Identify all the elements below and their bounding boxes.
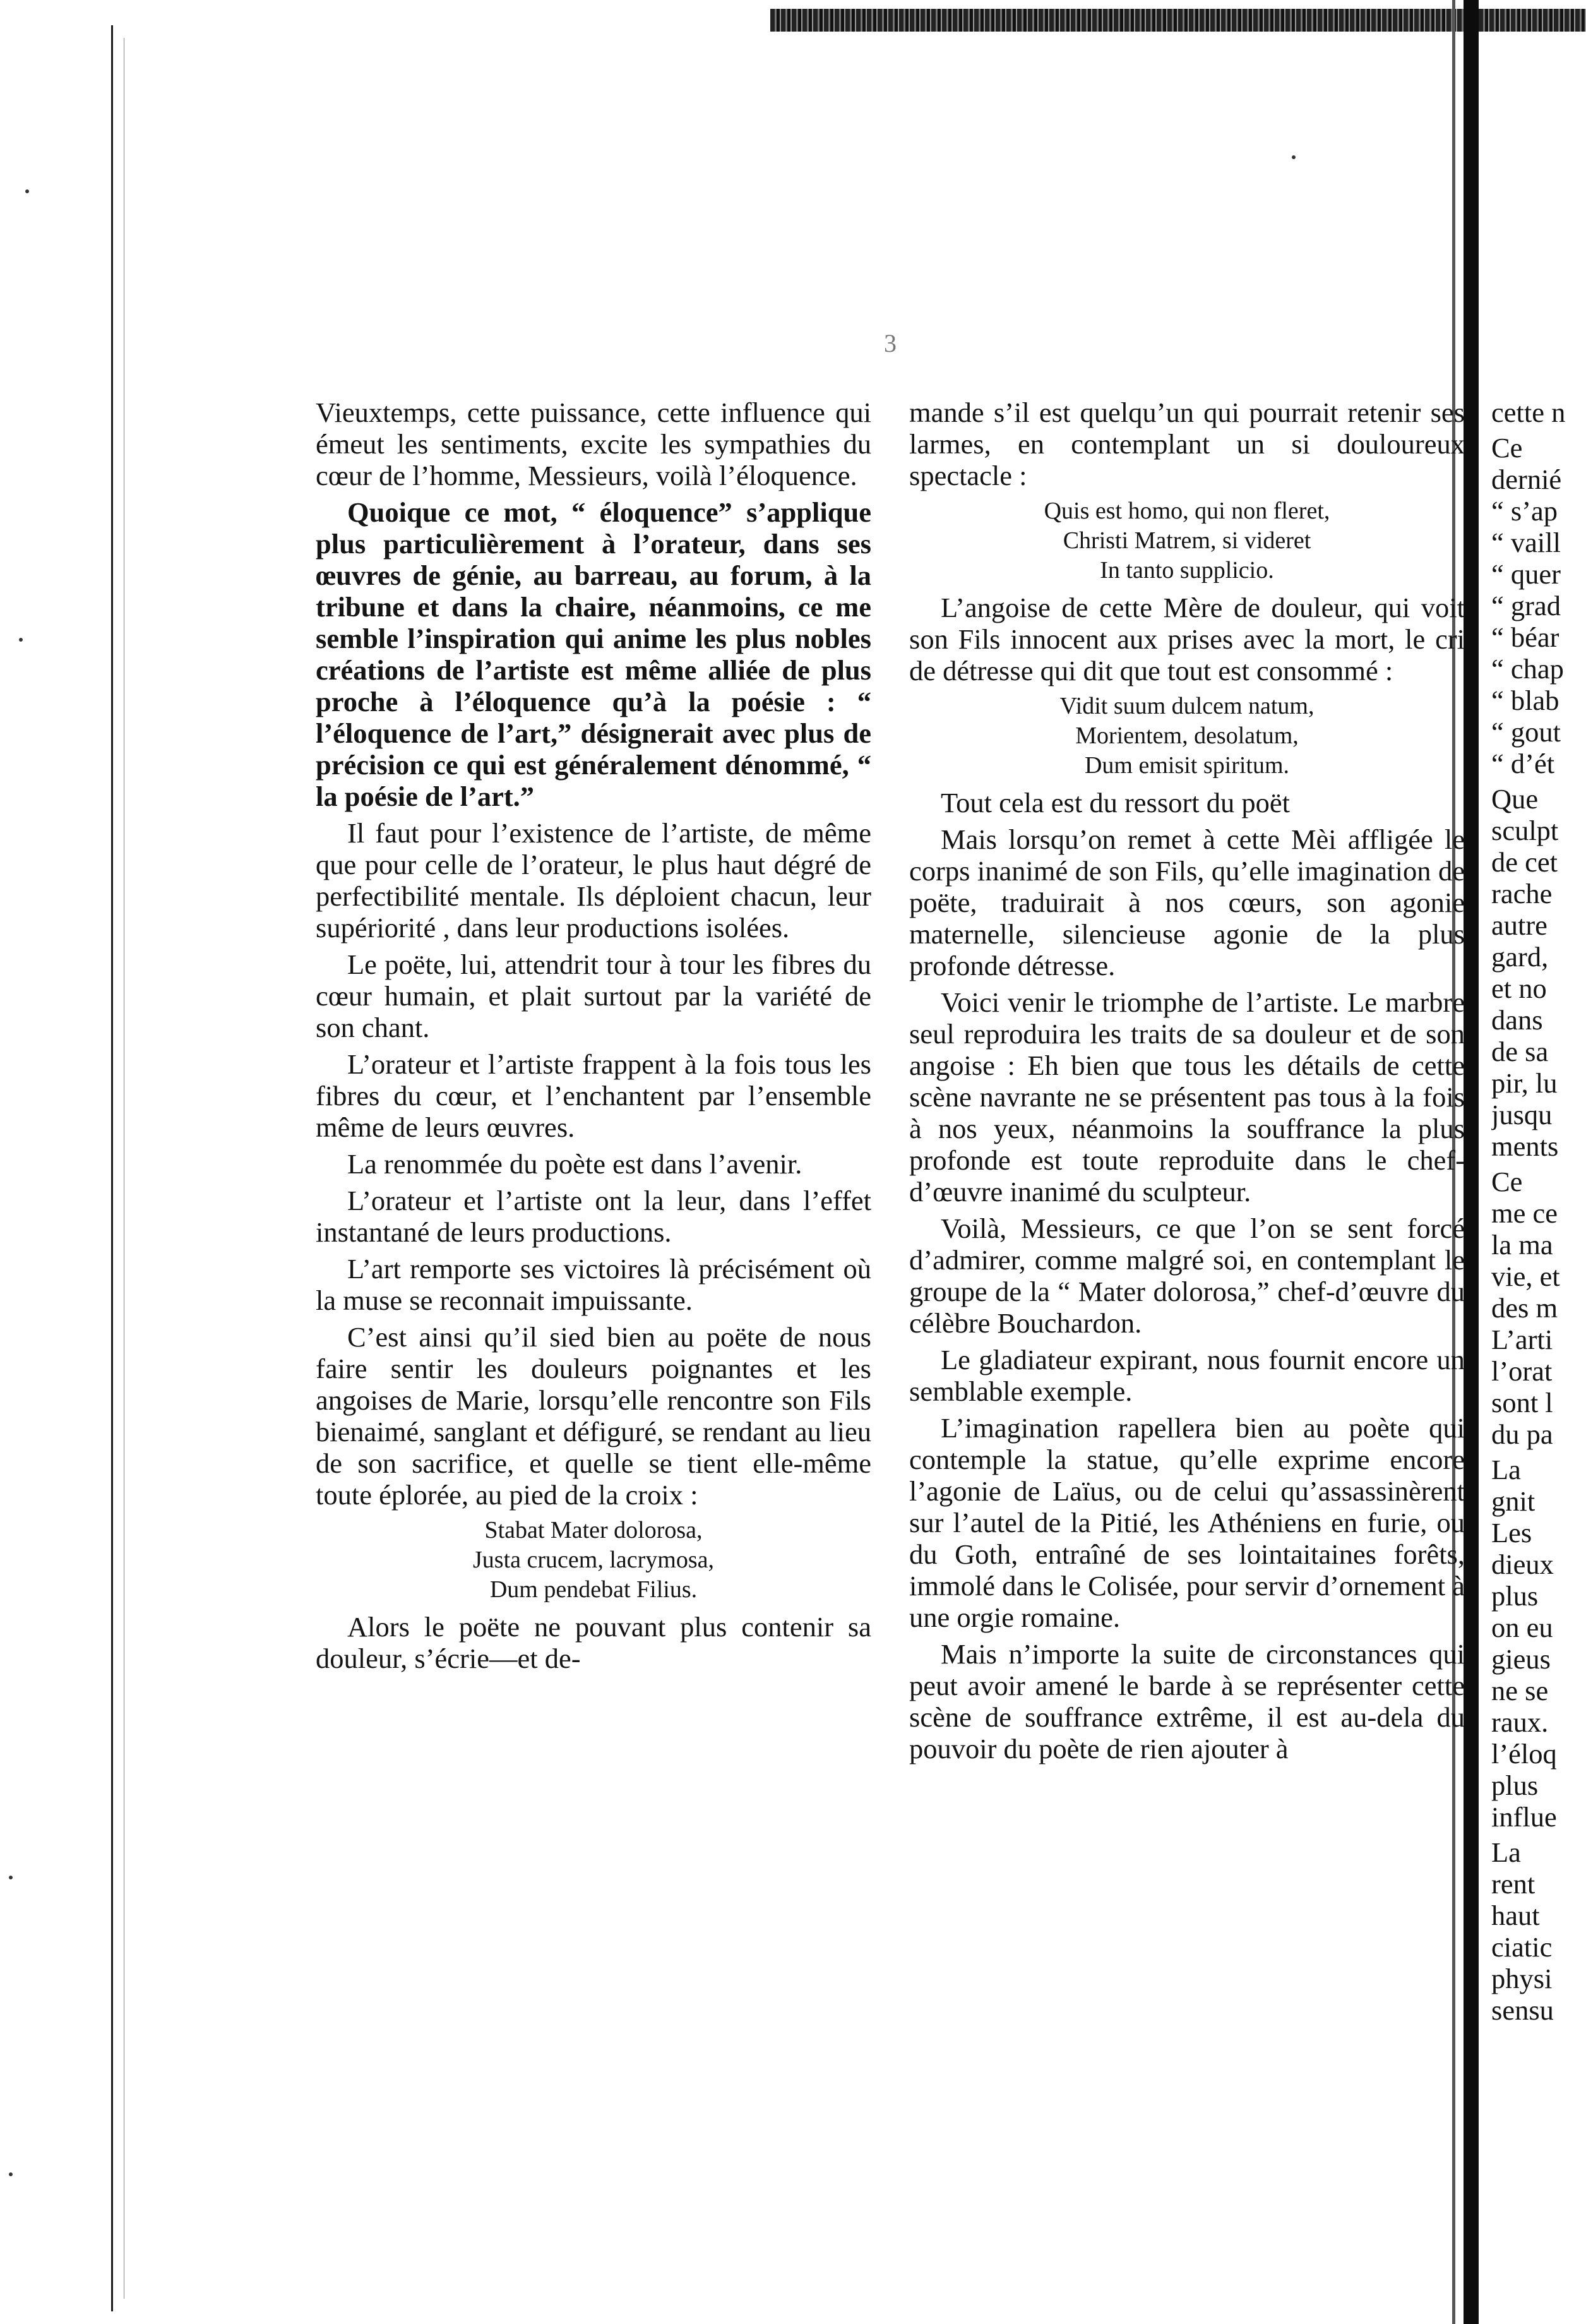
clipped-text-line: “ vaill [1491,527,1561,558]
clipped-text-line: “ chap [1491,653,1564,685]
binding-gutter [1464,0,1479,2324]
clipped-text-line: vie, et [1491,1261,1560,1292]
clipped-text-line: haut [1491,1900,1540,1931]
clipped-text-line: pir, lu [1491,1067,1558,1099]
clipped-text-line: “ blab [1491,685,1559,716]
verse-line: Vidit suum dulcem natum, [1059,693,1315,719]
paragraph: L’orateur et l’artiste frappent à la fois tous les fibres du cœur, et l’enchantent par l’ensemble même de leurs œuvres. [316,1048,871,1143]
paragraph: Quoique ce mot, “ éloquence” s’applique plus particulièrement à l’orateur, dans ses œuvres de génie, au barreau, au forum, à la tribune et dans la chaire, néanmoins, ce me semble l’inspiration qui anime les plus nobles créations de l’artiste est même alliée de plus proche à l’éloquence qu’à la poésie : “ l’éloquence de l’art,” désignerait avec plus de précision ce qui est généralement dénommé, “ la poésie de l’art.” [316,496,871,812]
paragraph: C’est ainsi qu’il sied bien au poëte de nous faire sentir les douleurs poignantes et les angoises de Marie, lorsqu’elle rencontre son Fils bienaimé, sanglant et défiguré, se rendant au lieu de son sacrifice, et quelle se tient elle-même toute éplorée, au pied de la croix : [316,1321,871,1511]
scan-speck [25,189,29,193]
verse-line: Morientem, desolatum, [1075,722,1299,749]
paragraph: L’orateur et l’artiste ont la leur, dans l’effet instantané de leurs productions. [316,1185,871,1248]
clipped-text-line: gnit [1491,1485,1535,1517]
clipped-text-line: Ce [1491,1166,1523,1197]
paragraph: Le poëte, lui, attendrit tour à tour les fibres du cœur humain, et plait surtout par la variété de son chant. [316,949,871,1043]
clipped-text-line: Que [1491,783,1539,815]
clipped-text-line: rache [1491,878,1553,909]
clipped-text-line: et no [1491,973,1547,1004]
clipped-text-line: sensu [1491,1994,1554,2026]
paragraph: La renommée du poète est dans l’avenir. [347,1148,802,1180]
latin-verse [909,496,1465,585]
paragraph: Mais lorsqu’on remet à cette Mèi affligée le corps inanimé de son Fils, qu’elle imagination de poëte, traduirait à nos cœurs, son agonie maternelle, silencieuse agonie de la plus profonde détresse. [909,824,1465,981]
clipped-text-line: physi [1491,1963,1553,1994]
text-column-middle [909,397,1465,1770]
paragraph: L’imagination rapellera bien au poète qui contemple la statue, qu’elle exprime encore l’agonie de Laïus, ou de celui qu’assassinèrent sur l’autel de la Pitié, les Athéniens en furie, ou du Goth, entraîné de ses lointaitaines forêts, immolé dans le Colisée, pour servir d’ornement à une orgie romaine. [909,1412,1465,1633]
paragraph: Voilà, Messieurs, ce que l’on se sent forcé d’admirer, comme malgré soi, en contemplant le groupe de la “ Mater dolorosa,” chef-d’œuvre du célèbre Bouchardon. [909,1213,1465,1339]
clipped-text-line: La [1491,1836,1521,1868]
verse-line: Stabat Mater dolorosa, [484,1517,703,1543]
verse-line: Quis est homo, qui non fleret, [1044,498,1330,524]
clipped-text-line: ments [1491,1130,1559,1162]
clipped-text-line: du pa [1491,1418,1553,1450]
clipped-text-line: dernié [1491,464,1562,495]
verse-line: Justa crucem, lacrymosa, [473,1547,714,1573]
paragraph: Le gladiateur expirant, nous fournit encore un semblable exemple. [909,1344,1465,1407]
clipped-text-line: cette n [1491,397,1566,428]
clipped-text-line: de cet [1491,846,1558,878]
clipped-text-line: “ quer [1491,558,1561,590]
clipped-text-line: rent [1491,1868,1535,1900]
clipped-text-line: plus [1491,1580,1539,1612]
clipped-text-line: Ce [1491,432,1523,464]
clipped-text-line: de sa [1491,1036,1549,1067]
clipped-text-line: dieux [1491,1548,1554,1580]
clipped-text-line: plus [1491,1770,1539,1801]
paragraph: Il faut pour l’existence de l’artiste, de même que pour celle de l’orateur, le plus haut dégré de perfectibilité mentale. Ils déploient chacun, leur supériorité , dans leur productions isolées. [316,817,871,943]
latin-verse [909,692,1465,781]
verse-line: Dum emisit spiritum. [1084,752,1290,779]
clipped-text-line: ciatic [1491,1931,1553,1963]
clipped-text-line: jusqu [1491,1099,1553,1130]
clipped-text-line: raux. [1491,1706,1549,1738]
clipped-text-line: “ s’ap [1491,495,1558,527]
paragraph: mande s’il est quelqu’un qui pourrait retenir ses larmes, en contemplant un si douloureux spectacle : [909,397,1465,491]
page-number: 3 [884,329,897,357]
paragraph: Mais n’importe la suite de circonstances qui peut avoir amené le barde à se représenter cette scène de souffrance extrême, il est au-dela du pouvoir du poète de rien ajouter à [909,1638,1465,1764]
clipped-text-line: gard, [1491,941,1549,973]
paragraph: L’angoise de cette Mère de douleur, qui voit son Fils innocent aux prises avec la mort, le cri de détresse qui dit que tout est consommé : [909,592,1465,686]
clipped-text-line: des m [1491,1292,1558,1324]
latin-verse [316,1516,871,1605]
clipped-text-line: on eu [1491,1612,1553,1643]
clipped-text-line: sculpt [1491,815,1559,846]
paragraph: Voici venir le triomphe de l’artiste. Le marbre seul reproduira les traits de sa douleur et de son angoise : Eh bien que tous les détails de cette scène navrante ne se présentent pas tous à la fois à nos yeux, néanmoins la souffrance la plus profonde est toute reproduite dans le chef-d’œuvre inanimé du sculpteur. [909,986,1465,1207]
clipped-text-line: influe [1491,1801,1557,1833]
verse-line: Dum pendebat Filius. [489,1576,698,1603]
clipped-text-line: Les [1491,1517,1532,1548]
scan-speck [1292,155,1296,159]
clipped-text-line: sont l [1491,1387,1553,1418]
clipped-text-line: “ béar [1491,621,1559,653]
clipped-text-line: L’arti [1491,1324,1553,1355]
clipped-text-line: “ gout [1491,716,1561,748]
paragraph: Alors le poëte ne pouvant plus contenir sa douleur, s’écrie—et de- [316,1611,871,1674]
clipped-text-line: autre [1491,909,1547,941]
clipped-text-line: “ grad [1491,590,1561,621]
scan-speck [9,1876,13,1879]
clipped-text-line: la ma [1491,1229,1553,1261]
clipped-text-line: “ d’ét [1491,748,1555,779]
clipped-text-line: l’orat [1491,1355,1553,1387]
paragraph: Vieuxtemps, cette puissance, cette influence qui émeut les sentiments, excite les sympathies du cœur de l’homme, Messieurs, voilà l’éloquence. [316,397,871,491]
scan-speck [9,2172,13,2176]
clipped-text-line: l’éloq [1491,1738,1557,1770]
scan-speck [19,638,23,642]
scan-edge-left [111,25,113,2311]
paragraph: Tout cela est du ressort du poët [941,787,1290,818]
paragraph: L’art remporte ses victoires là précisément où la muse se reconnait impuissante. [316,1253,871,1316]
clipped-text-line: ne se [1491,1675,1549,1706]
text-column-right-clipped [1491,397,1586,2026]
verse-line: Christi Matrem, si videret [1063,527,1311,554]
clipped-text-line: me ce [1491,1197,1558,1229]
text-column-left [316,397,871,1679]
clipped-text-line: dans [1491,1004,1543,1036]
verse-line: In tanto supplicio. [1100,557,1274,584]
clipped-text-line: La [1491,1454,1521,1485]
clipped-text-line: gieus [1491,1643,1551,1675]
